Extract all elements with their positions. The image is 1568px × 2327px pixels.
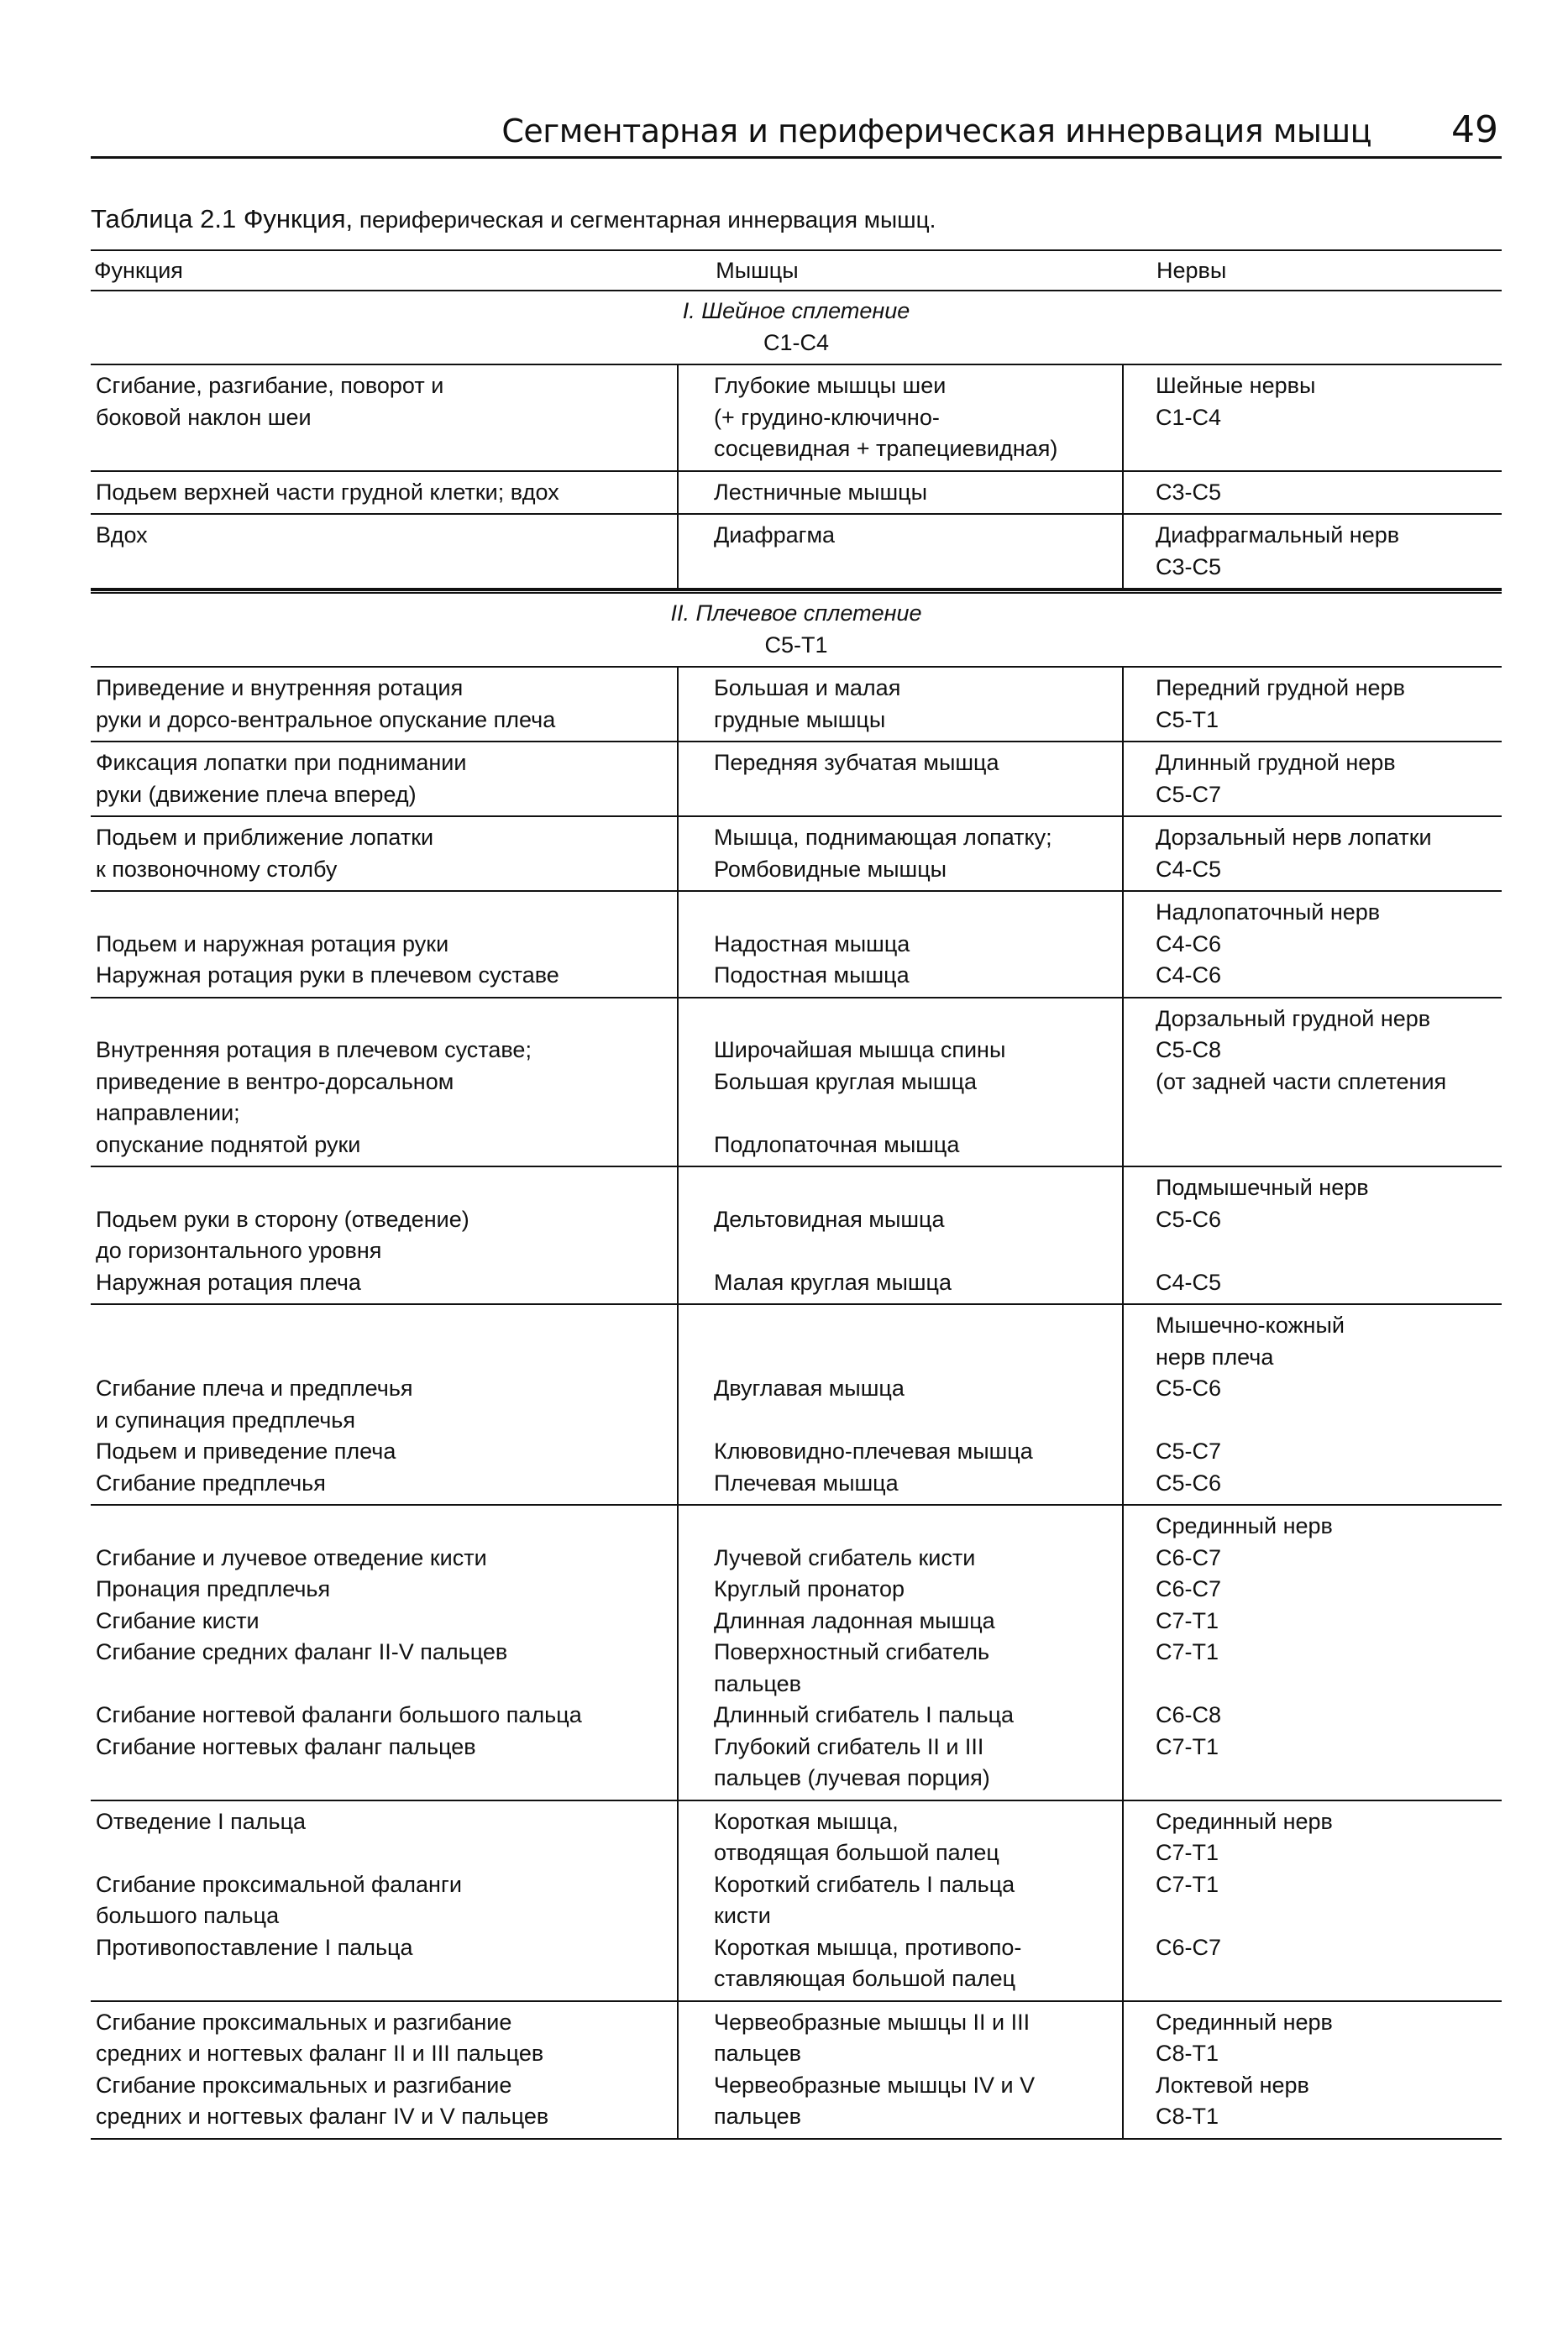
muscles-cell: Червеобразные мышцы II и III пальцев Червеобразные мышцы IV и V пальцев (679, 2002, 1124, 2138)
muscles-cell: Дельтовидная мышца Малая круглая мышца (679, 1167, 1124, 1303)
muscles-cell: Глубокие мышцы шеи (+ грудино-ключично- сосцевидная + трапециевидная) (679, 365, 1124, 470)
table-header-row (91, 249, 1502, 291)
table-row (91, 817, 1502, 892)
function-cell: Подьем и наружная ротация руки Наружная ротация руки в плечевом суставе (91, 892, 679, 997)
function-cell: Вдох (91, 515, 679, 588)
table-row (91, 1305, 1502, 1506)
function-cell: Подьем и приближение лопатки к позвоночному столбу (91, 817, 679, 890)
table-row (91, 1801, 1502, 2002)
muscles-cell: Диафрагма (679, 515, 1124, 588)
nerves-cell: Дорзальный грудной нерв C5-C8 (от задней части сплетения (1156, 1005, 1447, 1094)
table-row (91, 1506, 1502, 1801)
function-cell: Фиксация лопатки при поднимании руки (движение плеча вперед) (91, 742, 679, 815)
function-cell: Внутренняя ротация в плечевом суставе; приведение в вентро-дорсальном направлении; опускание поднятой руки (91, 998, 679, 1166)
nerves-cell: Длинный грудной нерв C5-C7 (1156, 750, 1396, 807)
section-range: C5-T1 (764, 632, 828, 658)
table-row (91, 365, 1502, 472)
nerves-cell: Передний грудной нерв C5-T1 (1156, 675, 1405, 732)
muscles-cell: Передняя зубчатая мышца (679, 742, 1124, 815)
muscles-cell: Надостная мышца Подостная мышца (679, 892, 1124, 997)
function-cell: Сгибание и лучевое отведение кисти Пронация предплечья Сгибание кисти Сгибание средних фаланг II-V пальцев Сгибание ногтевой фаланги большого пальца Сгибание ногтевых фаланг пальцев (91, 1506, 679, 1800)
innervation-table (91, 249, 1502, 2140)
nerves-cell: Срединный нерв C6-C7 C6-C7 C7-T1 C7-T1 C6-C8 C7-T1 (1156, 1513, 1333, 1759)
function-cell: Подьем руки в сторону (отведение) до горизонтального уровня Наружная ротация плеча (91, 1167, 679, 1303)
function-cell: Приведение и внутренняя ротация руки и дорсо-вентральное опускание плеча (91, 668, 679, 741)
section-header (91, 590, 1502, 668)
nerves-cell: Дорзальный нерв лопатки C4-C5 (1156, 825, 1432, 882)
function-cell: Отведение I пальца Сгибание проксимальной фаланги большого пальца Противопоставление I пальца (91, 1801, 679, 2000)
section-name: II. Плечевое сплетение (670, 600, 922, 626)
table-body (91, 291, 1502, 2140)
nerves-cell: Мышечно-кожный нерв плеча C5-C6 C5-C7 C5-C6 (1156, 1313, 1345, 1496)
table-row (91, 2002, 1502, 2140)
muscles-cell: Мышца, поднимающая лопатку; Ромбовидные мышцы (679, 817, 1124, 890)
caption-rest: периферическая и сегментарная иннервация мышц. (359, 207, 936, 233)
function-cell: Подьем верхней части грудной клетки; вдох (91, 472, 679, 514)
function-cell: Сгибание, разгибание, поворот и боковой наклон шеи (91, 365, 679, 470)
muscles-cell: Широчайшая мышца спины Большая круглая мышца Подлопаточная мышца (679, 998, 1124, 1166)
page-header (91, 99, 1502, 159)
column-header-nerves: Нервы (1156, 257, 1227, 283)
nerves-cell: Диафрагмальный нерв C3-C5 (1156, 522, 1400, 579)
function-cell: Сгибание проксимальных и разгибание средних и ногтевых фаланг II и III пальцев Сгибание проксимальных и разгибание средних и ногтевых фаланг IV и V пальцев (91, 2002, 679, 2138)
caption-lead: Таблица 2.1 Функция, (91, 204, 354, 233)
table-row (91, 472, 1502, 516)
nerves-cell: C3-C5 (1156, 479, 1222, 505)
column-header-function: Функция (94, 257, 183, 283)
table-caption (91, 204, 936, 234)
section-range: C1-C4 (763, 330, 830, 355)
nerves-cell: Срединный нерв C7-T1 C7-T1 C6-C7 (1156, 1808, 1333, 1960)
table-row (91, 668, 1502, 742)
page-number: 49 (1451, 108, 1498, 151)
section-name: I. Шейное сплетение (682, 298, 910, 323)
table-row (91, 742, 1502, 817)
muscles-cell: Лучевой сгибатель кисти Круглый пронатор Длинная ладонная мышца Поверхностный сгибатель пальцев Длинный сгибатель I пальца Глубокий сгибатель II и III пальцев (лучевая порция) (679, 1506, 1124, 1800)
function-cell: Сгибание плеча и предплечья и супинация предплечья Подьем и приведение плеча Сгибание предплечья (91, 1305, 679, 1504)
muscles-cell: Короткая мышца, отводящая большой палец Короткий сгибатель I пальца кисти Короткая мышца, противопо- ставляющая большой палец (679, 1801, 1124, 2000)
muscles-cell: Большая и малая грудные мышцы (679, 668, 1124, 741)
section-header (91, 291, 1502, 365)
table-row (91, 892, 1502, 998)
table-row (91, 998, 1502, 1168)
table-row (91, 1167, 1502, 1305)
table-row (91, 515, 1502, 590)
nerves-cell: Надлопаточный нерв C4-C6 C4-C6 (1156, 899, 1381, 988)
muscles-cell: Двуглавая мышца Клювовидно-плечевая мышца Плечевая мышца (679, 1305, 1124, 1504)
nerves-cell: Срединный нерв C8-T1 Локтевой нерв C8-T1 (1156, 2009, 1333, 2129)
column-header-muscles: Мышцы (716, 257, 799, 283)
nerves-cell: Подмышечный нерв C5-C6 C4-C5 (1156, 1175, 1369, 1295)
muscles-cell: Лестничные мышцы (679, 472, 1124, 514)
nerves-cell: Шейные нервы C1-C4 (1156, 373, 1316, 430)
running-title: Сегментарная и периферическая иннервация мышц (501, 113, 1371, 149)
